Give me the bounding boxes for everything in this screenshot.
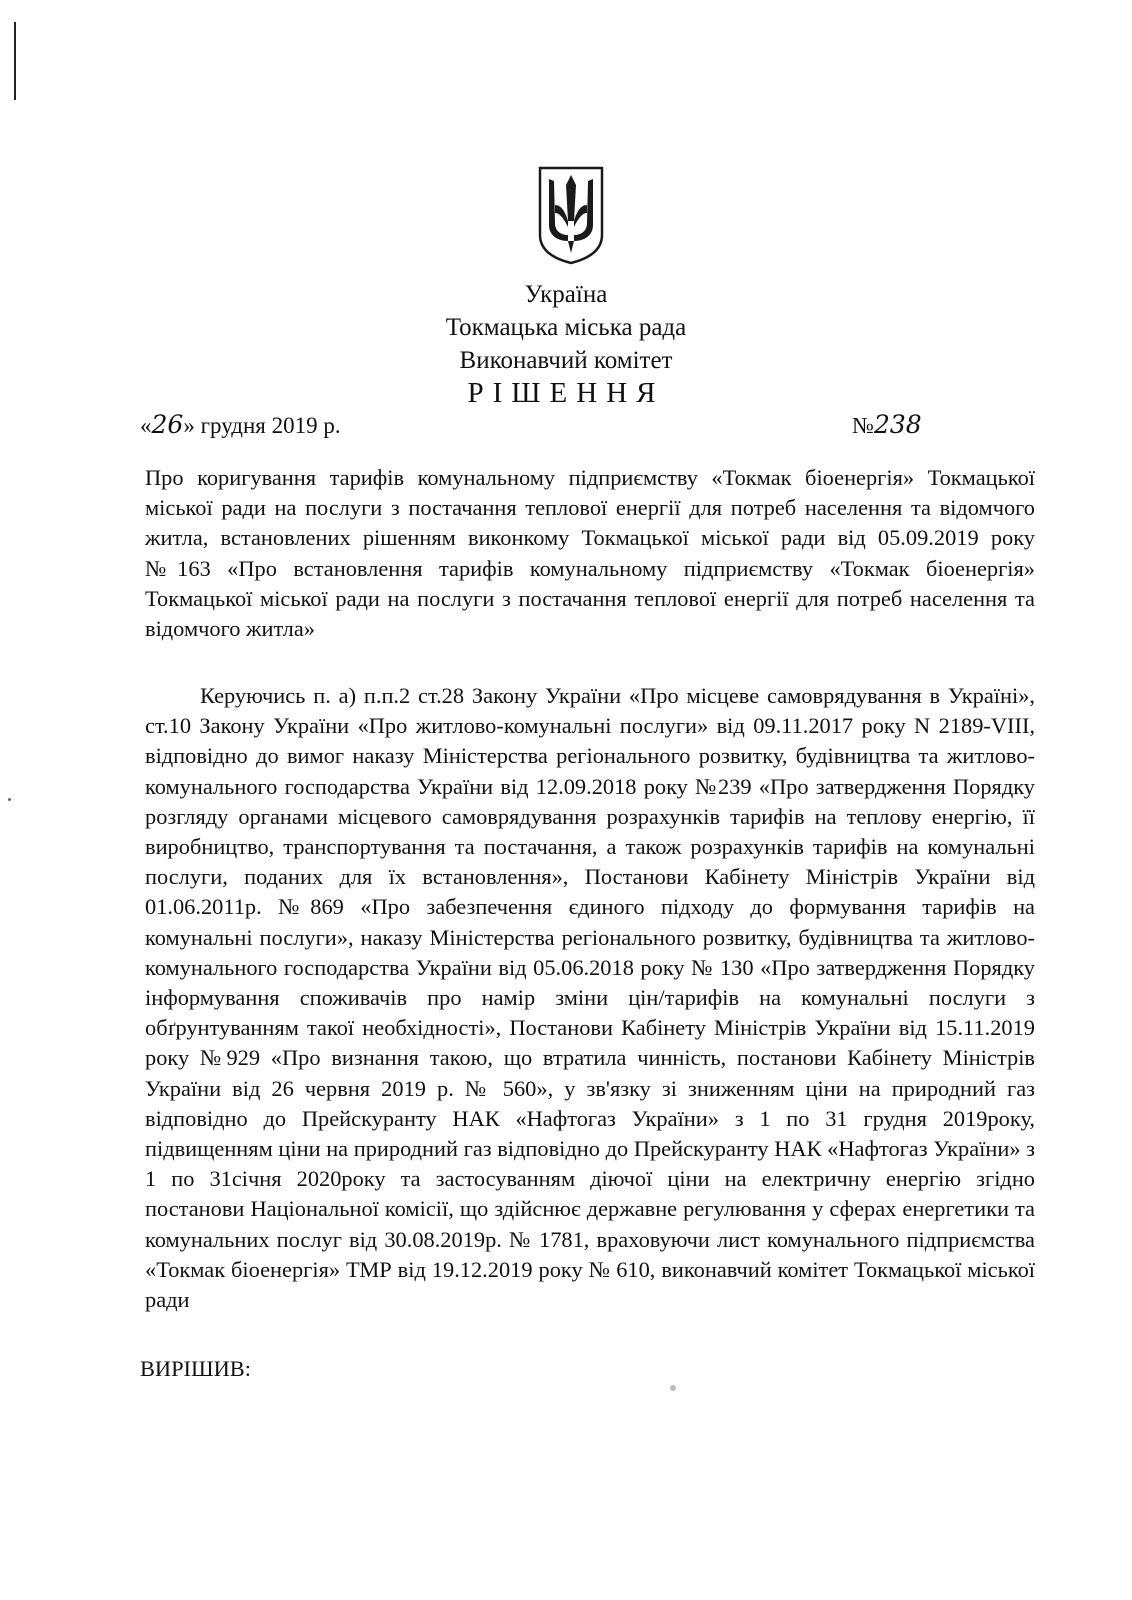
number-sign: № xyxy=(852,413,874,438)
decision-number xyxy=(852,410,922,439)
scan-speck xyxy=(8,798,11,801)
resolved-heading: ВИРІШИВ: xyxy=(140,1356,251,1381)
country-title: Україна xyxy=(524,281,608,308)
committee-title: Виконавчий комітет xyxy=(459,347,673,374)
date-open-quote: « xyxy=(140,413,152,438)
council-title: Токмацька міська рада xyxy=(445,314,687,341)
decision-date xyxy=(140,410,341,439)
decision-subject: Про коригування тарифів комунальному підприємству «Токмак біоенергія» Токмацької міської ради на послуги з постачання теплової енергії для потреб населення та відомчого житла, встановлених рішенням виконкому Токмацької міської ради від 05.09.2019 року №163 «Про встановлення тарифів комунальному підприємству «Токмак біоенергія» Токмацької міської ради на послуги з постачання теплової енергії для потреб населення та відомчого житла» xyxy=(145,465,1035,642)
date-month-year: » грудня 2019 р. xyxy=(183,413,341,438)
handwritten-day: 26 xyxy=(151,410,184,439)
scan-speck xyxy=(670,1385,676,1391)
scan-edge-mark xyxy=(14,22,16,100)
trident-coat-of-arms-icon xyxy=(537,165,605,265)
handwritten-number: 238 xyxy=(873,410,922,439)
decision-preamble: Керуючись п. а) п.п.2 ст.28 Закону України «Про місцеве самоврядування в Україні», ст.10 Закону України «Про житлово-комунальні послуги» від 09.11.2017 року N 2189-VIII, відповідно до вимог наказу Міністерства регіонального розвитку, будівництва та житлово-комунального господарства України від 12.09.2018 року №239 «Про затвердження Порядку розгляду органами місцевого самоврядування розрахунків тарифів на теплову енергію, її виробництво, транспортування та постачання, а також розрахунків тарифів на комунальні послуги, поданих для їх встановлення», Постанови Кабінету Міністрів України від 01.06.2011р. №869 «Про забезпечення єдиного підходу до формування тарифів на комунальні послуги», наказу Міністерства регіонального розвитку, будівництва та житлово-комунального господарства України від 05.06.2018 року № 130 «Про затвердження Порядку інформування споживачів про намір зміни цін/тарифів на комунальні послуги з обґрунтуванням такої необхідності», Постанови Кабінету Міністрів України від 15.11.2019 року №929 «Про визнання такою, що втратила чинність, постанови Кабінету Міністрів України від 26 червня 2019 р. № 560», у зв'язку зі зниженням ціни на природний газ відповідно до Прейскуранту НАК «Нафтогаз України» з 1 по 31 грудня 2019року, підвищенням ціни на природний газ відповідно до Прейскуранту НАК «Нафтогаз України» з 1 по 31січня 2020року та застосуванням діючої ціни на електричну енергію згідно постанови Національної комісії, що здійснює державне регулювання у сферах енергетики та комунальних послуг від 30.08.2019р. № 1781, враховуючи лист комунального підприємства «Токмак біоенергія» ТМР від 19.12.2019 року № 610, виконавчий комітет Токмацької міської ради xyxy=(145,683,1035,1313)
document-type-title: РІШЕННЯ xyxy=(467,377,665,409)
